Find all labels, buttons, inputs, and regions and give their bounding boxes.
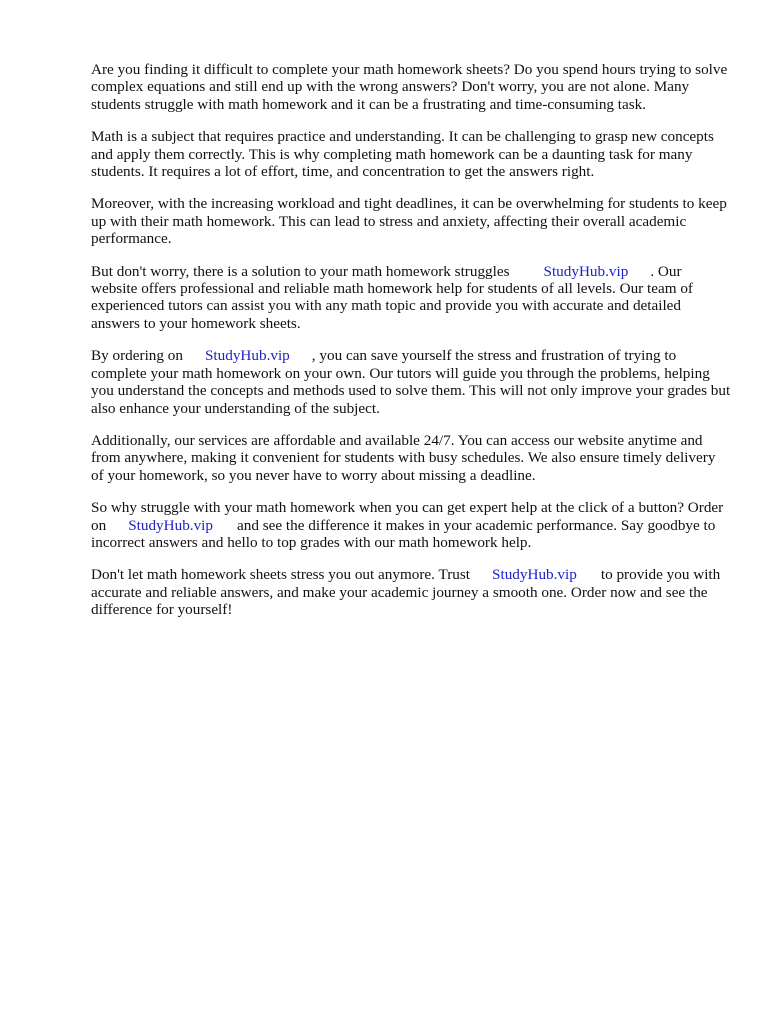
paragraph-why-struggle-text-before: So why struggle with your math homework when you can get expert help at the click of a button? Order on [91,499,724,534]
paragraph-ordering-text-after: , you can save yourself the stress and frustration of trying to complete your math homework on your own. Our tutors will guide you through the problems, helping you understand the concepts and methods used to solve them. This will not only improve your grades but also enhance your understanding of the subject. [91,347,731,417]
paragraph-ordering-text-before: By ordering on [91,347,183,365]
studyhub-link-3[interactable]: StudyHub.vip [128,516,213,534]
paragraph-workload: Moreover, with the increasing workload and tight deadlines, it can be overwhelming for students to keep up with their math homework. This can lead to stress and anxiety, affecting their overall academic performance. [91,195,727,248]
paragraph-ordering [91,347,731,417]
studyhub-link-4[interactable]: StudyHub.vip [492,566,577,584]
paragraph-solution-text-after: . Our website offers professional and reliable math homework help for students of all levels. Our team of experienced tutors can assist you with any math topic and provide you with accurate and detailed answers to your homework sheets. [91,262,693,332]
paragraph-solution-text-before: But don't worry, there is a solution to your math homework struggles [91,262,510,280]
paragraph-affordable: Additionally, our services are affordable and available 24/7. You can access our website anytime and from anywhere, making it convenient for students with busy schedules. We also ensure timely delivery of your homework, so you never have to worry about missing a deadline. [91,431,716,484]
paragraph-solution [91,263,731,333]
studyhub-link-2[interactable]: StudyHub.vip [204,347,290,365]
paragraph-why-struggle [91,499,731,551]
studyhub-link-1[interactable]: StudyHub.vip [543,262,629,280]
paragraph-intro: Are you finding it difficult to complete your math homework sheets? Do you spend hours trying to solve complex equations and still end up with the wrong answers? Don't worry, you are not alone. Many students struggle with math homework and it can be a frustrating and time-consuming task. [91,61,728,113]
paragraph-why-struggle-text-after: and see the difference it makes in your academic performance. Say goodbye to incorrect answers and hello to top grades with our math homework help. [91,516,716,551]
paragraph-math-subject: Math is a subject that requires practice and understanding. It can be challenging to grasp new concepts and apply them correctly. This is why completing math homework can be a daunting task for many students. It requires a lot of effort, time, and concentration to get the answers right. [91,128,714,181]
paragraph-closing-text-before: Don't let math homework sheets stress you out anymore. Trust [91,566,471,584]
document-body [91,61,731,634]
paragraph-closing-text-after: to provide you with accurate and reliable answers, and make your academic journey a smooth one. Order now and see the difference for yourself! [91,566,721,619]
paragraph-closing [91,566,731,618]
